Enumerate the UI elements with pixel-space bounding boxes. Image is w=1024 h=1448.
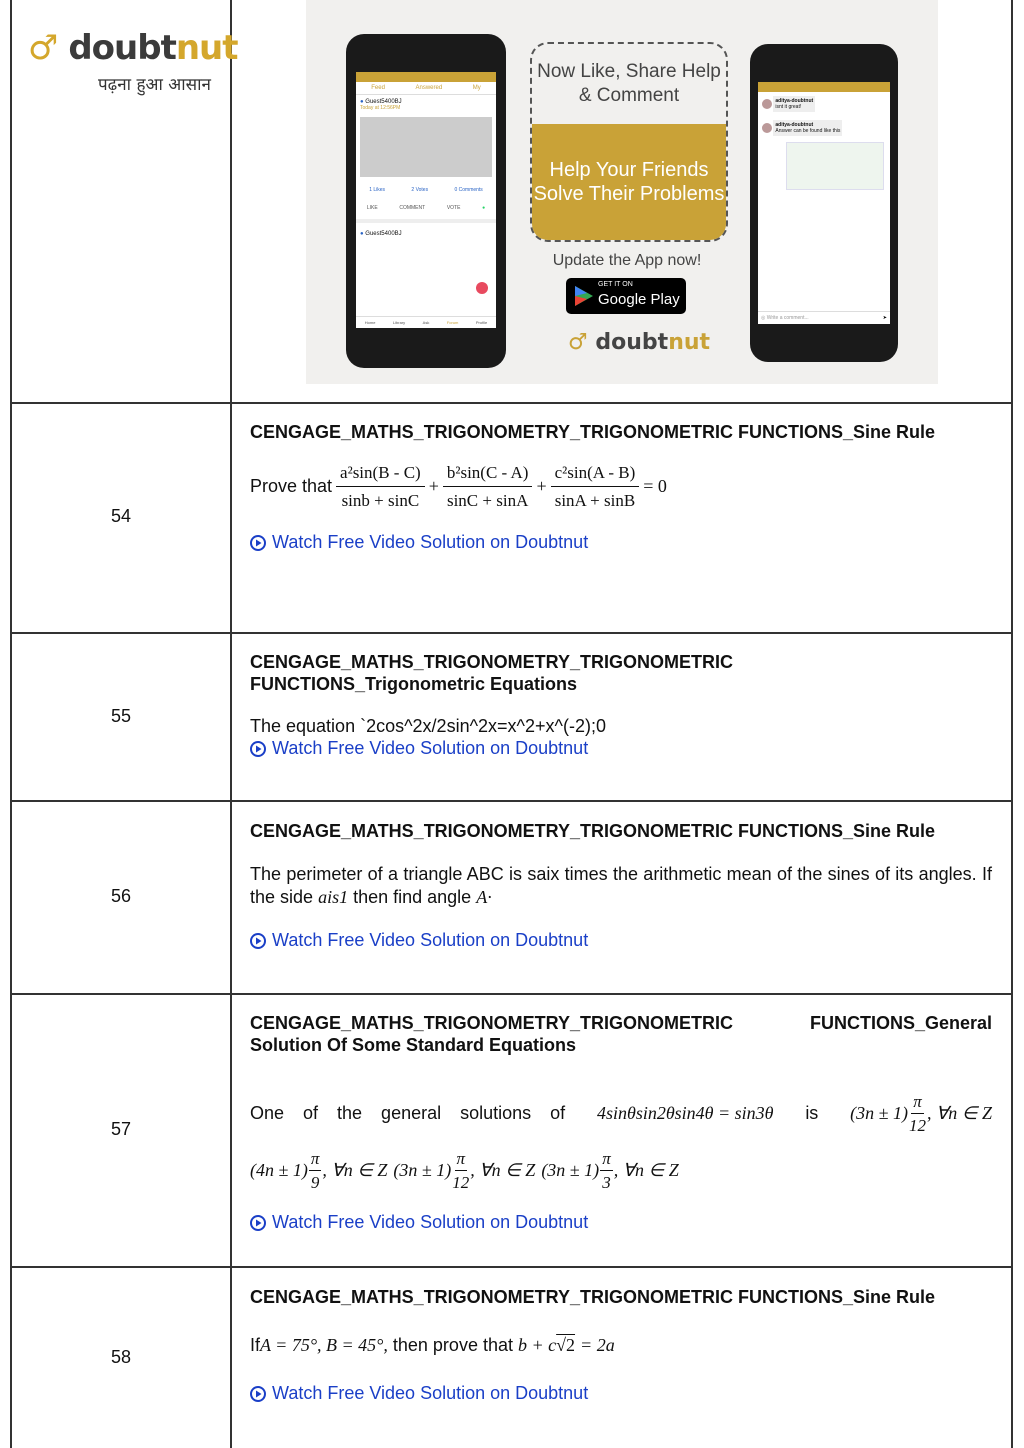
play-circle-icon [250,535,266,551]
question-row-54 [250,421,992,553]
like-button[interactable]: LIKE [366,205,378,211]
user-icon: ● [360,231,364,237]
question-lead: One of the general solutions of [250,1103,566,1123]
option-2 [250,1147,387,1194]
watch-video-label: Watch Free Video Solution on Doubtnut [272,1212,589,1232]
option-coef: (4n ± 1) [250,1160,308,1180]
row-number: 54 [110,506,132,526]
question-options [250,1147,992,1194]
pi: π [911,1090,924,1114]
tab-answered[interactable]: Answered [415,85,443,91]
avatar [762,123,772,133]
whatsapp-icon[interactable]: ● [482,205,486,211]
fraction-2 [443,461,533,512]
fraction-numerator: a²sin(B - C) [336,461,425,487]
app-promo-banner[interactable] [306,0,938,384]
comment-placeholder: Write a comment... [766,315,809,321]
sqrt-expression: √2 [556,1335,576,1355]
question-text: Prove that $\frac{\text{a²sin(B - C)}}{\sin b + \sin C}$ + $\frac{\text{b²sin(C - A)}}{\sin C + \sin A}$ + $\frac{\text{c²sin(A - B)}}{\sin A + \sin B}$ = 0 [250,463,667,510]
question-image [360,117,492,177]
promo-logo [568,330,710,355]
post-stats [356,187,496,193]
topic-title: CENGAGE_MATHS_TRIGONOMETRY_TRIGONOMETRIC FUNCTIONS_Trigonometric Equations [250,652,734,694]
feed-post-2 [356,219,496,245]
likes-count: 1 Likes [369,187,386,193]
question-text-part: then find angle [353,887,472,907]
user-icon: ● [360,99,364,105]
phone-right-screen [758,82,890,324]
chat-user: aditya-doubtnut [775,98,814,104]
vote-button[interactable]: VOTE [446,205,461,211]
comment-input[interactable] [758,311,890,324]
chat-msg-2 [758,116,890,140]
option-den: 3 [602,1173,611,1192]
store-small-text: GET IT ON [598,281,633,288]
phone-right [750,44,898,362]
post-user: Guest5400BJ [365,99,402,105]
feed-tabs [356,82,496,95]
promo-logo-b: nut [668,330,711,355]
nav-library[interactable]: Library [392,320,406,325]
question-prefix: Prove that [250,476,333,496]
fraction-numerator: c²sin(A - B) [551,461,640,487]
fraction-denominator: sinC + sinA [446,491,529,510]
question-row-55 [250,651,992,759]
play-circle-icon [250,1215,266,1231]
math-expression: b + c [518,1335,557,1355]
logo-icon: ♂ [568,330,596,355]
row-divider [10,402,1013,404]
logo-icon: ♂ [28,28,69,68]
nav-forum[interactable]: Forum [446,320,459,325]
promo-callout [530,42,728,242]
fraction-denominator: sinA + sinB [554,491,636,510]
math-expression: 4sinθsin2θsin4θ = sin3θ [596,1103,774,1123]
topic-title: CENGAGE_MATHS_TRIGONOMETRY_TRIGONOMETRIC FUNCTIONS_Sine Rule [250,422,936,442]
answer-image [786,142,884,190]
topic-title: CENGAGE_MATHS_TRIGONOMETRY_TRIGONOMETRIC FUNCTIONS_Sine Rule [250,821,936,841]
pi: π [600,1147,613,1171]
chat-text: isnt it great! [775,104,802,110]
option-3 [393,1147,535,1194]
phone-left [346,34,506,368]
topic-title: CENGAGE_MATHS_TRIGONOMETRY_TRIGONOMETRIC FUNCTIONS_General Solution Of Some Standard Equations [250,1013,992,1055]
play-store-icon [575,286,593,306]
tab-my[interactable]: My [472,85,481,91]
pi: π [309,1147,322,1171]
fraction-1 [336,461,425,512]
question-text-part: If [250,1335,261,1355]
question-row-56 [250,820,992,951]
option-den: 12 [908,1116,926,1135]
nav-profile[interactable]: Profile [475,320,488,325]
nav-home[interactable]: Home [364,320,376,325]
chat-user: aditya-doubtnut [775,122,814,128]
post-actions [356,205,496,211]
watch-video-link[interactable] [250,738,992,759]
math-expression: A = 75°, B = 45°, [260,1335,388,1355]
row-divider [10,800,1013,802]
option-tail: , ∀n ∈ Z [470,1160,536,1180]
option-tail: , ∀n ∈ Z [613,1160,679,1180]
option-tail: , ∀n ∈ Z [926,1103,992,1123]
row-number: 56 [110,886,132,906]
camera-icon[interactable]: ◎ [761,315,766,321]
row-number: 55 [110,706,132,726]
question-text-part: is [805,1103,819,1123]
option-1 [850,1090,992,1137]
promo-headline: Now Like, Share Help & Comment [537,61,721,106]
logo-word-b: nut [175,28,238,68]
pi: π [455,1147,468,1171]
promo-logo-a: doubt [595,330,669,355]
option-coef: (3n ± 1) [393,1160,452,1180]
watch-video-label: Watch Free Video Solution on Doubtnut [272,532,589,552]
phone-left-screen [356,72,496,328]
play-circle-icon [250,933,266,949]
topic-title: CENGAGE_MATHS_TRIGONOMETRY_TRIGONOMETRIC FUNCTIONS_Sine Rule [250,1287,936,1307]
send-icon[interactable]: ➤ [882,315,887,321]
tab-feed[interactable]: Feed [371,85,385,91]
math-expression: = 2a [580,1335,615,1355]
equation-tail: = 0 [643,476,667,496]
watch-video-label: Watch Free Video Solution on Doubtnut [272,738,589,758]
option-coef: (3n ± 1) [850,1103,908,1123]
store-name: Google Play [598,291,680,308]
comment-button[interactable]: COMMENT [399,205,426,211]
fab-button[interactable] [476,282,488,294]
watch-video-link[interactable] [250,1383,992,1404]
promo-callout-text: Help Your Friends Solve Their Problems [532,124,726,240]
math-expression: ais1 [318,887,349,907]
row-number: 58 [110,1347,132,1367]
bottom-nav [356,316,496,328]
watch-video-label: Watch Free Video Solution on Doubtnut [272,1383,589,1403]
post-time: Today at 12:56PM [360,105,401,111]
row-divider [10,1266,1013,1268]
option-den: 9 [310,1173,320,1192]
question-text-part: The perimeter of a triangle ABC is saix times the arithmetic mean of the sines of its angles. If the side [250,864,992,907]
doubtnut-logo [28,28,238,68]
question-text [250,863,992,909]
chat-msg-1 [758,92,890,116]
row-divider [10,993,1013,995]
nav-ask[interactable]: Ask [422,320,430,325]
table-column-divider [230,0,232,1448]
chat-text: Answer can be found like this [775,128,841,134]
watch-video-link[interactable] [250,1212,992,1233]
fraction-denominator: sinb + sinC [341,491,420,510]
feed-post [356,95,496,115]
watch-video-label: Watch Free Video Solution on Doubtnut [272,930,589,950]
post-user: Guest5400BJ [365,231,402,237]
row-number: 57 [110,1119,132,1139]
play-circle-icon [250,741,266,757]
question-text [250,1090,992,1137]
question-row-57 [250,1012,992,1233]
watch-video-link[interactable] [250,532,992,553]
logo-word-a: doubt [68,28,176,68]
tagline: पढ़ना हुआ आसान [98,75,211,95]
google-play-badge[interactable] [566,278,686,314]
avatar [762,99,772,109]
math-expression: A· [476,887,492,907]
status-bar [758,82,890,92]
question-text-part: then prove that [392,1335,513,1355]
fraction-3 [551,461,640,512]
question-text [250,1334,992,1357]
option-coef: (3n ± 1) [541,1160,600,1180]
watch-video-link[interactable] [250,930,992,951]
option-tail: , ∀n ∈ Z [322,1160,388,1180]
option-4 [541,1147,678,1194]
fraction-numerator: b²sin(C - A) [443,461,533,487]
table-border-right [1011,0,1013,1448]
update-app-text: Update the App now! [552,252,702,269]
row-divider [10,632,1013,634]
option-den: 12 [452,1173,470,1192]
question-row-58 [250,1286,992,1404]
votes-count: 2 Votes [411,187,429,193]
status-bar [356,72,496,82]
question-text: The equation `2cos^2x/2sin^2x=x^2+x^(-2);0 [250,716,606,736]
comments-count: 0 Comments [454,187,483,193]
play-circle-icon [250,1386,266,1402]
